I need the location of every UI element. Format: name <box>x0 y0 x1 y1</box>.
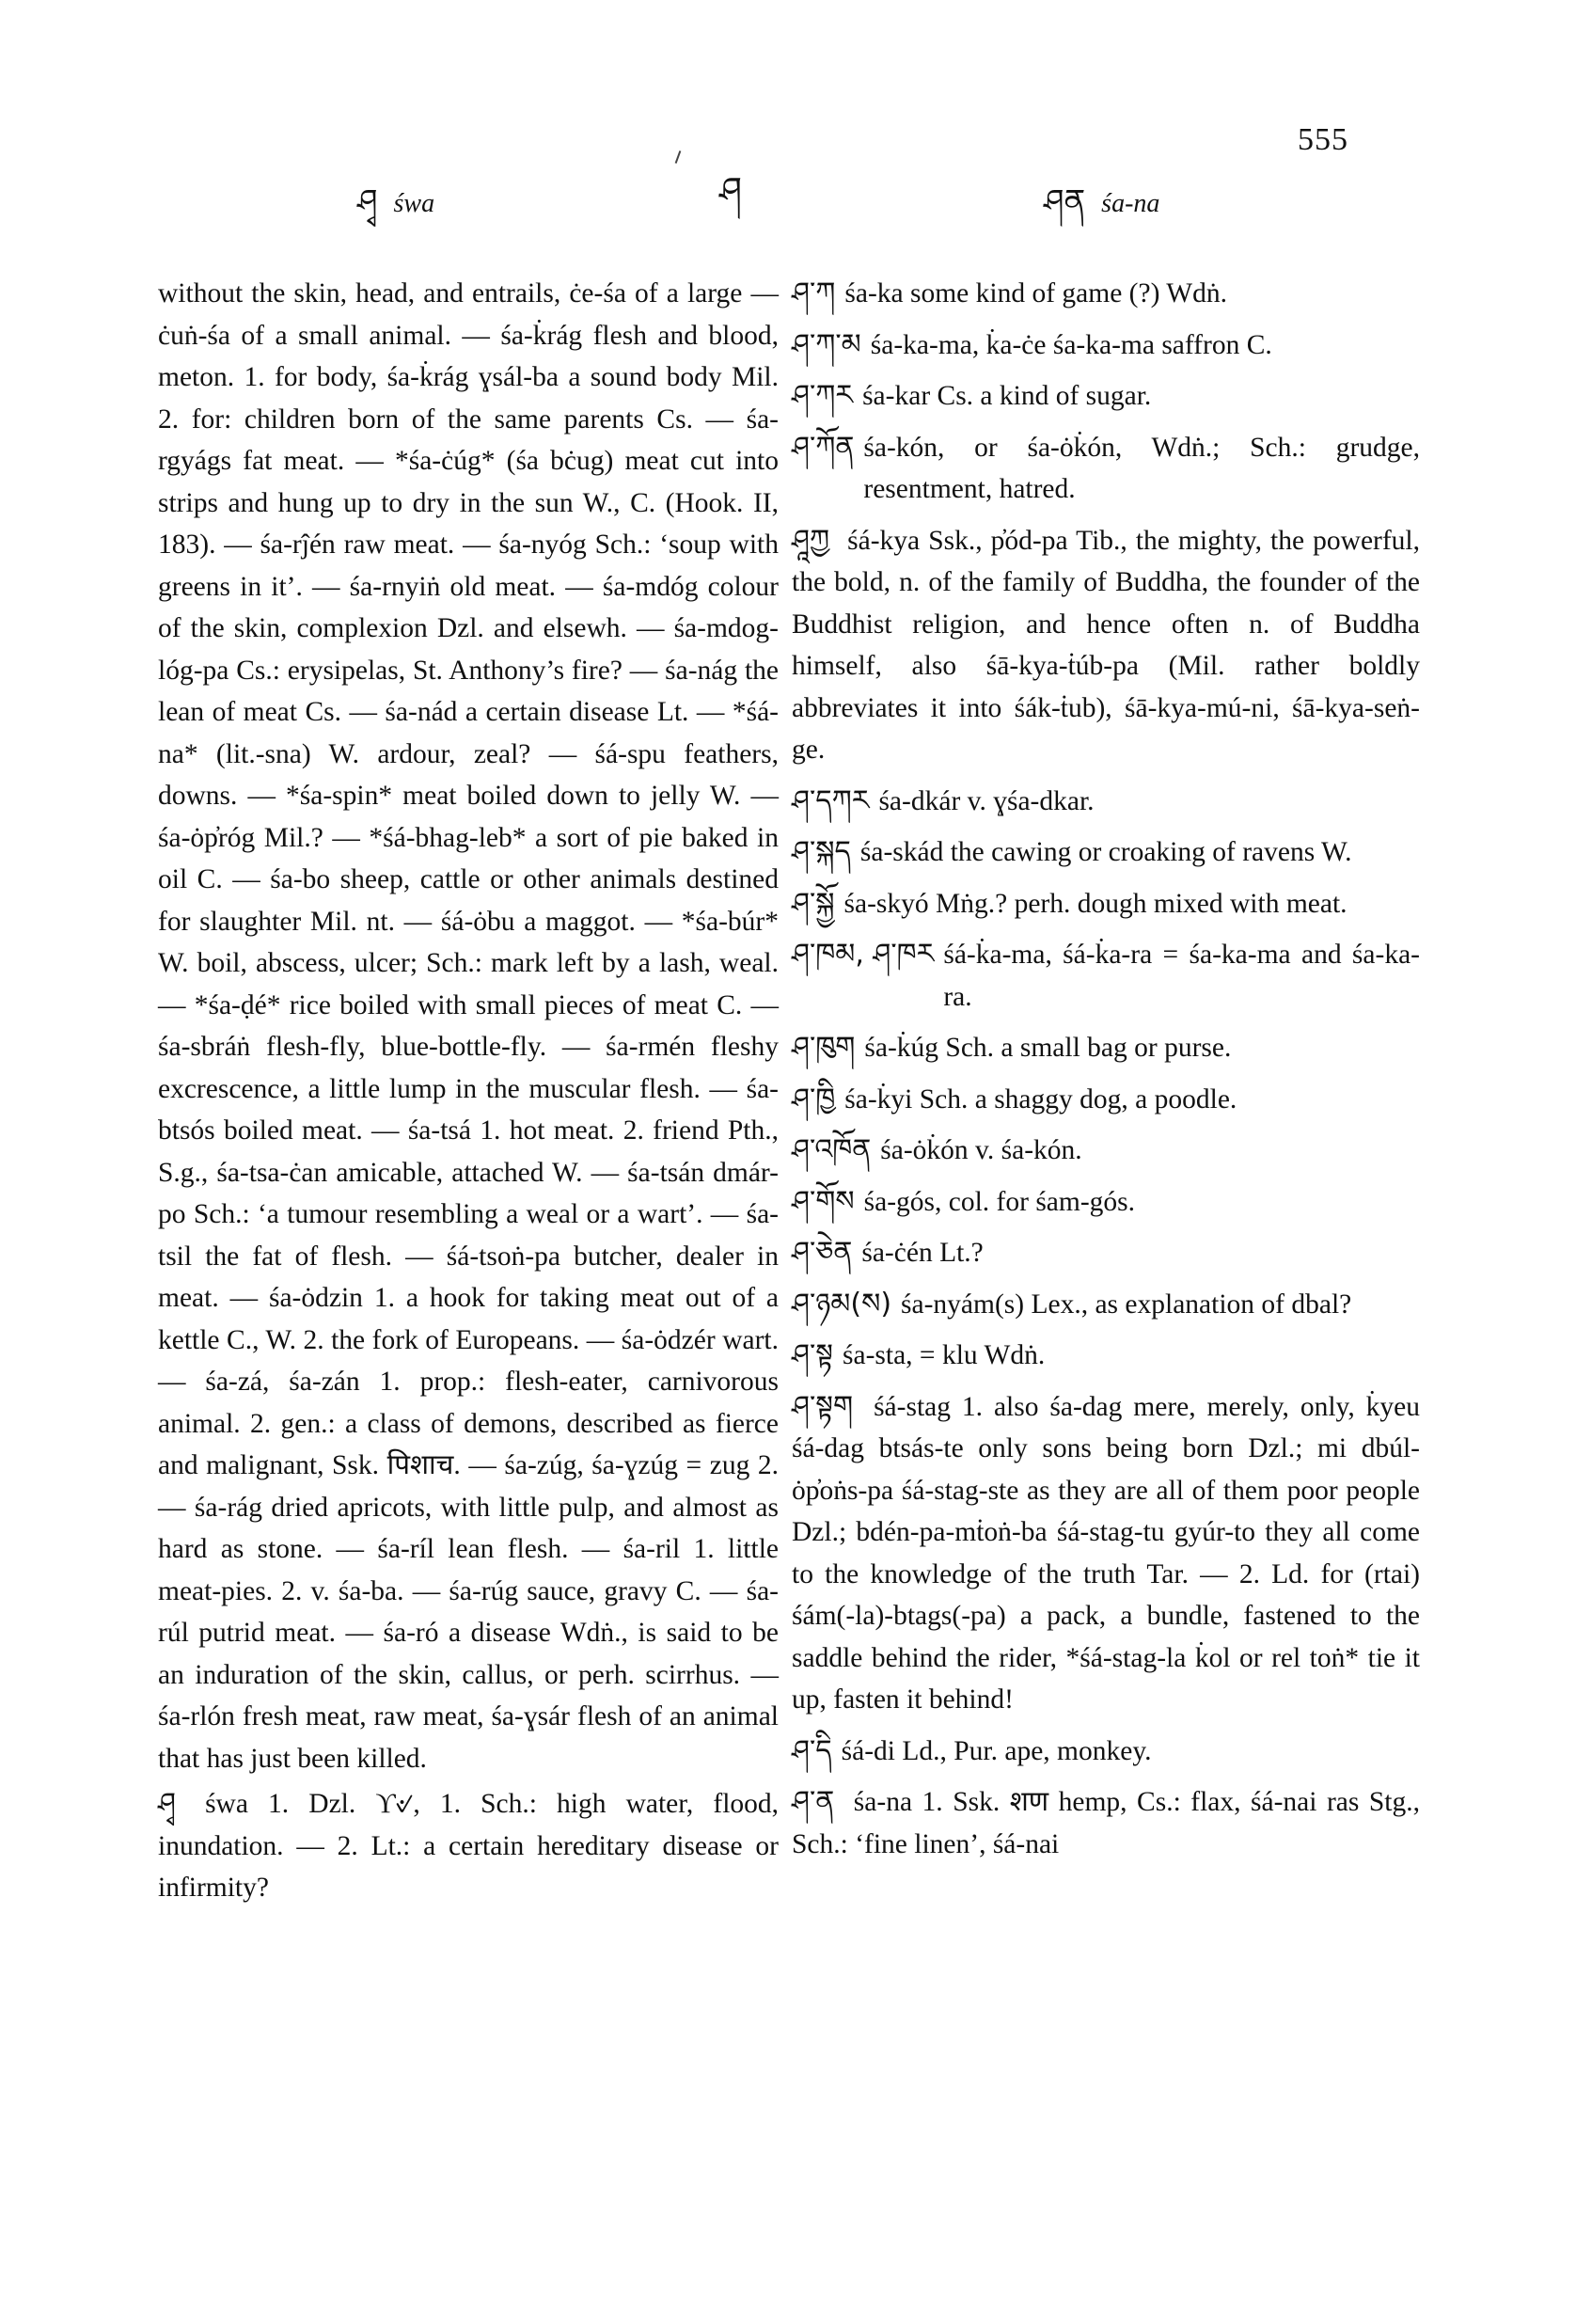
page-number: 555 <box>1298 122 1348 157</box>
entry-headword-tibetan: ཤ་ཀར <box>792 379 854 412</box>
running-head-right <box>1044 165 1159 255</box>
running-head-center: ཤ <box>719 169 743 211</box>
entry-headword-tibetan: ཤ་ཁམ, ཤ་ཁར <box>792 938 935 971</box>
entry-text: śa-kar Cs. a kind of sugar. <box>862 381 1152 411</box>
entry-swa <box>158 1783 779 1909</box>
entry-headword-tibetan: ཤ་སྟ <box>792 1338 834 1371</box>
entry-text: śa-sta, = klu Wdṅ. <box>843 1340 1046 1370</box>
tick-mark <box>675 150 682 164</box>
entry <box>792 1335 1420 1377</box>
entry-headword-tibetan: ཤ་ཅེན <box>792 1236 853 1269</box>
entry-text: śa-na 1. Ssk. शण hemp, Cs.: flax, śá-nai ras Stg., Sch.: ‘fine linen’, śá-nai <box>792 1787 1420 1859</box>
entry-text: śa-ka some kind of game (?) Wdṅ. <box>844 278 1227 308</box>
entry-headword-tibetan: ཤ་ཁུག <box>792 1031 856 1064</box>
entry-headword-tibetan: ཤ་དཀར <box>792 783 870 817</box>
entry <box>792 1781 1420 1865</box>
entry <box>792 831 1420 874</box>
entry <box>792 1232 1420 1274</box>
entry-headword-tibetan: ཤ་ན <box>792 1785 835 1818</box>
entry-text: śa-ȯk̇ón v. śa-kón. <box>880 1135 1082 1165</box>
entry-text: śá-kya Ssk., p̓ód-pa Tib., the mighty, the powerful, the bold, n. of the family of Buddha, the founder of the Buddhist religion, and hence often n. of Buddha himself, also śā-kya-ṫúb-pa (Mil. rather boldly abbreviates it into śák-ṫub), śā-kya-mú-ni, śā-kya-seṅ-ge. <box>792 525 1420 765</box>
entry-text: śa-dkár v. ɣśa-dkar. <box>878 785 1095 816</box>
entry <box>792 1386 1420 1721</box>
running-head-left <box>357 165 434 255</box>
entry <box>792 375 1420 418</box>
entry <box>792 781 1420 823</box>
entry-text: śá-k̇a-ma, śá-k̇a-ra = śa-ka-ma and śa-ka-ra. <box>943 940 1420 1012</box>
entry-text: śa-ka-ma, k̇a-ċe śa-ka-ma saffron C. <box>870 329 1272 360</box>
left-column <box>158 273 779 1919</box>
entry-text: śa-kón, or śa-ȯk̇ón, Wdṅ.; Sch.: grudge, resentment, hatred. <box>863 432 1420 504</box>
running-head-left-tibetan: ཤྭ <box>357 182 378 220</box>
entry-headword-tibetan: ཤ་འཁོན <box>792 1133 872 1166</box>
entry-text: śá-stag 1. also śa-dag mere, merely, only, k̇yeu śá-dag btsás-te only sons being born Dzl.; mi dbúl-ȯp̓oṅs-pa śá-stag-ste as they are all of them poor people Dzl.; bdén-pa-mṫoṅ-ba śá-stag-tu gyúr-to they all come to the knowledge of the truth Tar. — 2. Ld. for (rtai) śám(-la)-btags(-pa) a pack, a bundle, fastened to the saddle behind the rider, *śá-stag-la k̇ol or rel toṅ* tie it up, fasten it behind! <box>792 1391 1420 1715</box>
entry-text: śa-nyám(s) Lex., as explanation of dbal? <box>901 1288 1352 1320</box>
entry-headword-tibetan: ཤ་ཁྱི <box>792 1082 836 1115</box>
entry <box>792 1731 1420 1773</box>
entry-headword-tibetan: ཤ་སྐྱོ <box>792 886 835 920</box>
right-column <box>792 273 1420 1874</box>
entry-headword-tibetan: ཤྭ <box>158 1787 176 1820</box>
entry-text: śá-di Ld., Pur. ape, monkey. <box>841 1735 1152 1766</box>
entry <box>792 324 1420 367</box>
entry <box>792 1284 1420 1326</box>
entry-headword-tibetan: ཤ་ཀ <box>792 277 836 309</box>
entry-headword-tibetan: ཤ་ཉམ(ས) <box>792 1287 892 1320</box>
entry-headword-tibetan: ཤ་སྐད <box>792 835 851 868</box>
entry-headword-tibetan: ཤཱཀྱ <box>792 523 830 557</box>
entry-text: śa-skyó Mṅg.? perh. dough mixed with meat. <box>843 888 1347 919</box>
entry-text: śa-gós, col. for śam-gós. <box>863 1186 1136 1217</box>
entry-text: śa-skád the cawing or croaking of ravens W. <box>859 837 1352 867</box>
running-head-right-latin: śa-na <box>1101 189 1160 218</box>
entry-headword-tibetan: ཤ་སྟག <box>792 1389 854 1423</box>
entry <box>792 427 1420 511</box>
entry <box>792 1027 1420 1069</box>
entry-headword-tibetan: ཤ་ཀོན <box>792 430 855 464</box>
entry-headword-tibetan: ཤ་གོས <box>792 1184 855 1218</box>
entry-text: śa-ċén Lt.? <box>861 1238 984 1268</box>
entry <box>792 883 1420 925</box>
entry <box>792 520 1420 771</box>
entry-text: śa-k̇yi Sch. a shaggy dog, a poodle. <box>844 1083 1237 1115</box>
entry-headword-tibetan: ཤ་ཀ་མ <box>792 327 861 361</box>
entry <box>792 1181 1420 1224</box>
entry-text: śwa 1. Dzl. ϒ୰, 1. Sch.: high water, flood, inundation. — 2. Lt.: a certain hereditary disease or infirmity? <box>158 1789 780 1903</box>
entry <box>792 273 1420 315</box>
entry-text: śa-k̇úg Sch. a small bag or purse. <box>864 1033 1232 1063</box>
entry-sa-continuation: without the skin, head, and entrails, ċe-śa of a large — ċuṅ-śa of a small animal. — śa-k̇rág flesh and blood, meton. 1. for body, śa-k̇rág ɣsál-ba a sound body Mil. 2. for: children born of the same parents Cs. — śa-rgyágs fat meat. — *śa-ċúg* (śa bċug) meat cut into strips and hung up to dry in the sun W., C. (Hook. II, 183). — śa-rĵén raw meat. — śa-nyóg Sch.: ‘soup with greens in it’. — śa-rnyiṅ old meat. — śa-mdóg colour of the skin, complexion Dzl. and elsewh. — śa-mdog-lóg-pa Cs.: erysipelas, St. Anthony’s fire? — śa-nág the lean of meat Cs. — śa-nád a certain disease Lt. — *śá-na* (lit.-sna) W. ardour, zeal? — śá-spu feathers, downs. — *śa-spin* meat boiled down to jelly W. — śa-ȯp̓róg Mil.? — *śá-bhag-leb* a sort of pie baked in oil C. — śa-bo sheep, cattle or other animals destined for slaughter Mil. nt. — śá-ȯbu a maggot. — *śa-búr* W. boil, abscess, ulcer; Sch.: mark left by a lash, weal. — *śa-ḍé* rice boiled with small pieces of meat C. — śa-sbráṅ flesh-fly, blue-bottle-fly. — śa-rmén fleshy excrescence, a little lump in the muscular flesh. — śa-btsós boiled meat. — śa-tsá 1. hot meat. 2. friend Pth., S.g., śa-tsa-ċan amicable, attached W. — śa-tsán dmár-po Sch.: ‘a tumour resembling a weal or a wart’. — śa-tsil the fat of flesh. — śá-tsoṅ-pa butcher, dealer in meat. — śa-ȯdzin 1. a hook for taking meat out of a kettle C., W. 2. the fork of Europeans. — śa-ȯdzér wart. — śa-zá, śa-zán 1. prop.: flesh-eater, carnivorous animal. 2. gen.: a class of demons, described as fierce and malignant, Ssk. पिशाच. — śa-zúg, śa-ɣzúg = zug 2. — śa-rág dried apricots, with little pulp, and almost as hard as stone. — śa-ríl lean flesh. — śa-ril 1. little meat-pies. 2. v. śa-ba. — śa-rúg sauce, gravy C. — śa-rúl putrid meat. — śa-ró a disease Wdṅ., is said to be an induration of the skin, callus, or perh. scirrhus. — śa-rlón fresh meat, raw meat, śa-ɣsár flesh of an animal that has just been killed. <box>158 278 779 1774</box>
entry <box>792 1079 1420 1121</box>
running-head-left-latin: śwa <box>393 189 435 218</box>
entry <box>792 934 1420 1018</box>
entry-headword-tibetan: ཤ་དི <box>792 1733 832 1767</box>
entry <box>792 1130 1420 1172</box>
running-head-right-tibetan: ཤན <box>1044 182 1086 220</box>
